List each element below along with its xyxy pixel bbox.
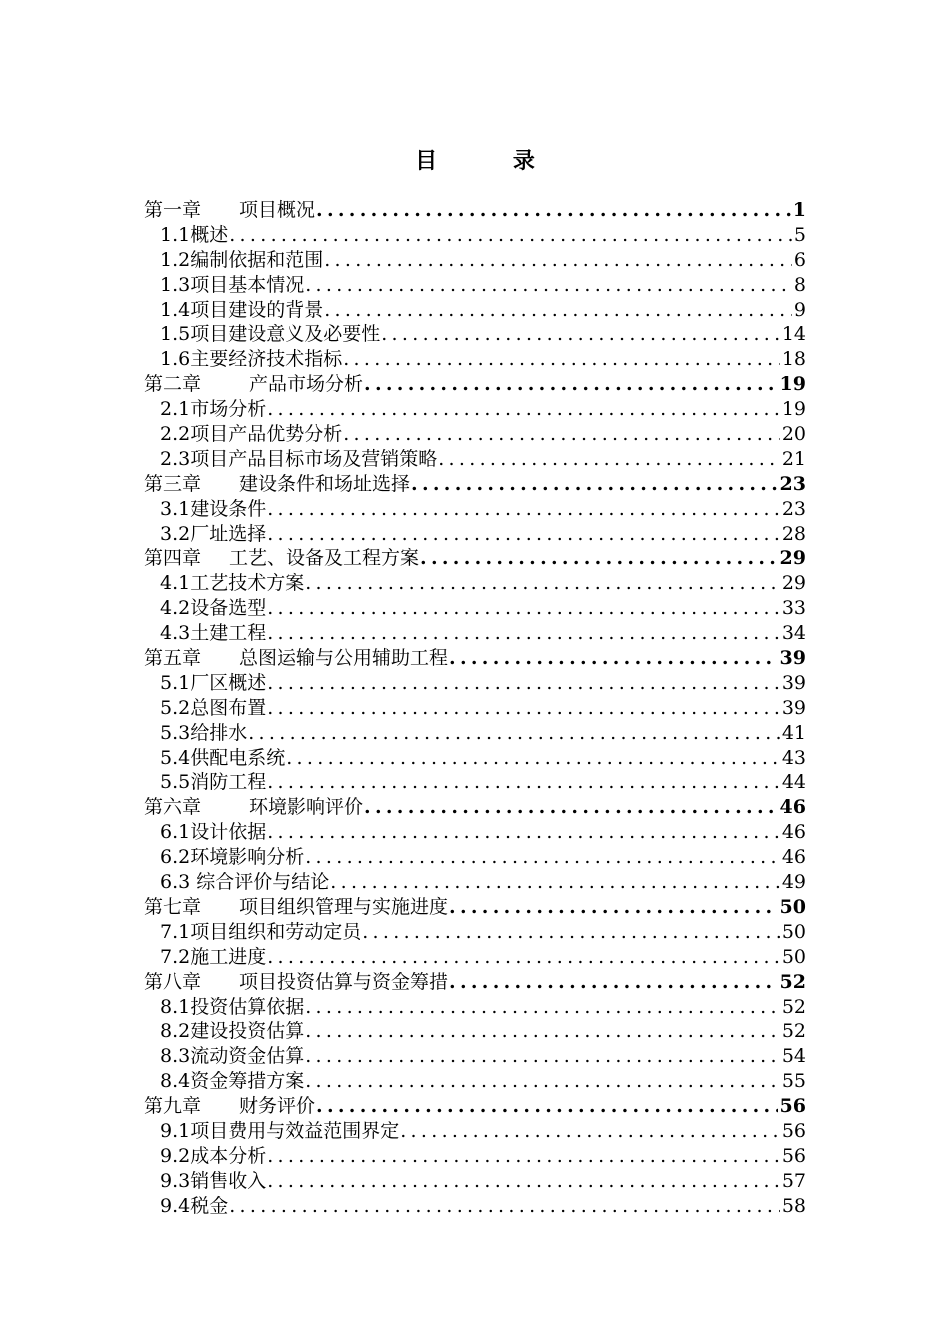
toc-section-entry[interactable] <box>144 820 806 845</box>
toc-page-number: 52 <box>781 995 806 1018</box>
toc-page-number: 58 <box>781 1194 806 1217</box>
toc-entry-label: 9.1项目费用与效益范围界定 <box>160 1119 400 1142</box>
toc-chapter-title: 产品市场分析 <box>249 373 364 396</box>
toc-entry-label: 8.1投资估算依据 <box>160 995 305 1018</box>
toc-dot-leader <box>364 372 778 397</box>
toc-dot-leader <box>267 820 780 845</box>
toc-chapter-number: 第四章 <box>144 547 202 570</box>
toc-chapter-entry[interactable] <box>144 1094 806 1119</box>
toc-page-number: 56 <box>781 1119 806 1142</box>
toc-entry-label: 9.4税金 <box>160 1194 229 1217</box>
toc-dot-leader <box>324 298 792 323</box>
toc-chapter-entry[interactable] <box>144 646 806 671</box>
toc-dot-leader <box>229 1194 780 1219</box>
toc-section-entry[interactable] <box>144 1019 806 1044</box>
toc-entry-label: 5.3给排水 <box>160 721 248 744</box>
toc-page-number: 50 <box>779 895 806 918</box>
toc-entry-label: 5.5消防工程 <box>160 771 267 794</box>
toc-dot-leader <box>316 198 791 223</box>
toc-page-number: 29 <box>779 547 806 570</box>
toc-section-entry[interactable] <box>144 696 806 721</box>
toc-entry-label: 7.2施工进度 <box>160 945 267 968</box>
toc-section-entry[interactable] <box>144 1069 806 1094</box>
toc-page-number: 39 <box>781 671 806 694</box>
toc-section-entry[interactable] <box>144 571 806 596</box>
toc-dot-leader <box>267 1144 780 1169</box>
toc-chapter-title: 项目概况 <box>239 199 316 221</box>
toc-chapter-number: 第二章 <box>144 373 202 396</box>
toc-section-entry[interactable] <box>144 870 806 895</box>
toc-section-entry[interactable] <box>144 1194 806 1219</box>
toc-dot-leader <box>324 248 792 273</box>
toc-page-number: 28 <box>781 522 806 545</box>
toc-dot-leader <box>267 621 780 646</box>
toc-page-number: 29 <box>781 572 806 595</box>
toc-entry-label <box>144 198 315 223</box>
toc-entry-label: 4.2设备选型 <box>160 597 267 620</box>
toc-page-number: 57 <box>781 1169 806 1192</box>
toc-entry-label: 6.3 综合评价与结论 <box>160 871 330 894</box>
toc-entry-label: 1.5项目建设意义及必要性 <box>160 323 381 346</box>
toc-dot-leader <box>305 845 780 870</box>
toc-chapter-number: 第一章 <box>144 199 202 221</box>
toc-section-entry[interactable] <box>144 1044 806 1069</box>
toc-chapter-entry[interactable] <box>144 198 806 223</box>
toc-dot-leader <box>449 646 778 671</box>
toc-dot-leader <box>267 696 780 721</box>
toc-section-entry[interactable] <box>144 522 806 547</box>
toc-dot-leader <box>267 671 780 696</box>
toc-entry-label: 7.1项目组织和劳动定员 <box>160 920 362 943</box>
toc-dot-leader <box>305 571 780 596</box>
toc-dot-leader <box>316 1094 778 1119</box>
toc-entry-label: 5.4供配电系统 <box>160 746 286 769</box>
toc-section-entry[interactable] <box>144 920 806 945</box>
toc-page-number: 34 <box>781 622 806 645</box>
toc-page-number: 44 <box>781 771 806 794</box>
toc-chapter-title: 工艺、设备及工程方案 <box>229 547 420 570</box>
toc-chapter-entry[interactable] <box>144 546 806 571</box>
toc-page-number: 21 <box>781 447 806 470</box>
toc-chapter-title: 财务评价 <box>239 1095 316 1118</box>
toc-entry-label: 3.2厂址选择 <box>160 522 267 545</box>
toc-dot-leader <box>343 347 780 372</box>
toc-dot-leader <box>267 770 780 795</box>
toc-dot-leader <box>400 1119 780 1144</box>
toc-page-number: 5 <box>793 223 806 246</box>
toc-section-entry[interactable] <box>144 621 806 646</box>
toc-page-number: 18 <box>781 348 806 371</box>
toc-entry-label: 5.1厂区概述 <box>160 671 267 694</box>
toc-page-number: 9 <box>793 298 806 321</box>
toc-section-entry[interactable] <box>144 298 806 323</box>
toc-page-number: 56 <box>779 1095 806 1118</box>
toc-entry-label: 2.2项目产品优势分析 <box>160 423 343 446</box>
toc-dot-leader <box>267 522 780 547</box>
toc-section-entry[interactable] <box>144 721 806 746</box>
toc-section-entry[interactable] <box>144 497 806 522</box>
toc-section-entry[interactable] <box>144 945 806 970</box>
toc-dot-leader <box>449 895 778 920</box>
toc-dot-leader <box>305 273 792 298</box>
toc-dot-leader <box>362 920 780 945</box>
toc-entry-label: 4.3土建工程 <box>160 622 267 645</box>
toc-title: 目 录 <box>415 148 569 174</box>
toc-page-number: 20 <box>781 423 806 446</box>
toc-dot-leader <box>229 223 792 248</box>
toc-dot-leader <box>267 596 780 621</box>
toc-chapter-number: 第七章 <box>144 895 202 918</box>
toc-chapter-number: 第九章 <box>144 1095 202 1118</box>
toc-section-entry[interactable] <box>144 397 806 422</box>
toc-page-number: 6 <box>793 248 806 271</box>
toc-section-entry[interactable] <box>144 273 806 298</box>
toc-section-entry[interactable] <box>144 347 806 372</box>
toc-list <box>144 198 806 1219</box>
toc-entry-label <box>144 372 363 397</box>
toc-chapter-title: 环境影响评价 <box>249 796 364 819</box>
toc-entry-label: 1.4项目建设的背景 <box>160 298 324 321</box>
toc-entry-label <box>144 1094 315 1119</box>
toc-entry-label: 1.1概述 <box>160 223 229 246</box>
toc-dot-leader <box>267 945 780 970</box>
toc-entry-label: 8.2建设投资估算 <box>160 1020 305 1043</box>
toc-dot-leader <box>305 995 780 1020</box>
toc-page-number: 19 <box>781 398 806 421</box>
toc-entry-label: 4.1工艺技术方案 <box>160 572 305 595</box>
toc-page-number: 14 <box>781 323 806 346</box>
toc-chapter-entry[interactable] <box>144 472 806 497</box>
toc-section-entry[interactable] <box>144 1169 806 1194</box>
toc-page-number: 1 <box>792 199 806 221</box>
toc-entry-label: 1.3项目基本情况 <box>160 273 305 296</box>
toc-dot-leader <box>438 447 780 472</box>
toc-section-entry[interactable] <box>144 845 806 870</box>
toc-entry-label <box>144 970 448 995</box>
toc-section-entry[interactable] <box>144 671 806 696</box>
toc-entry-label: 6.1设计依据 <box>160 821 267 844</box>
toc-dot-leader <box>267 1169 780 1194</box>
toc-chapter-entry[interactable] <box>144 795 806 820</box>
toc-page-number: 33 <box>781 597 806 620</box>
toc-dot-leader <box>330 870 780 895</box>
toc-entry-label: 8.3流动资金估算 <box>160 1045 305 1068</box>
toc-section-entry[interactable] <box>144 322 806 347</box>
toc-page-number: 55 <box>781 1070 806 1093</box>
toc-section-entry[interactable] <box>144 1144 806 1169</box>
toc-page-number: 43 <box>781 746 806 769</box>
toc-chapter-title: 建设条件和场址选择 <box>239 472 411 495</box>
toc-entry-label <box>144 646 448 671</box>
toc-dot-leader <box>305 1069 780 1094</box>
toc-dot-leader <box>449 970 778 995</box>
toc-chapter-title: 项目投资估算与资金筹措 <box>239 970 449 993</box>
toc-page-number: 46 <box>781 846 806 869</box>
toc-entry-label: 1.6主要经济技术指标 <box>160 348 343 371</box>
toc-chapter-number: 第五章 <box>144 647 202 670</box>
toc-section-entry[interactable] <box>144 746 806 771</box>
toc-chapter-entry[interactable] <box>144 895 806 920</box>
toc-chapter-number: 第八章 <box>144 970 202 993</box>
toc-page-number: 50 <box>781 920 806 943</box>
toc-dot-leader <box>381 322 780 347</box>
toc-section-entry[interactable] <box>144 422 806 447</box>
toc-dot-leader <box>364 795 778 820</box>
toc-section-entry[interactable] <box>144 248 806 273</box>
toc-page-number: 49 <box>781 871 806 894</box>
toc-dot-leader <box>305 1044 780 1069</box>
toc-entry-label <box>144 472 410 497</box>
toc-dot-leader <box>267 397 780 422</box>
toc-chapter-entry[interactable] <box>144 970 806 995</box>
toc-chapter-entry[interactable] <box>144 372 806 397</box>
toc-section-entry[interactable] <box>144 223 806 248</box>
toc-entry-label <box>144 895 448 920</box>
toc-section-entry[interactable] <box>144 770 806 795</box>
toc-dot-leader <box>411 472 778 497</box>
toc-page-number: 41 <box>781 721 806 744</box>
toc-entry-label <box>144 795 363 820</box>
toc-page-number: 19 <box>779 373 806 396</box>
toc-section-entry[interactable] <box>144 1119 806 1144</box>
toc-entry-label: 3.1建设条件 <box>160 497 267 520</box>
toc-entry-label: 1.2编制依据和范围 <box>160 248 324 271</box>
toc-entry-label: 8.4资金筹措方案 <box>160 1070 305 1093</box>
toc-chapter-title: 总图运输与公用辅助工程 <box>239 647 449 670</box>
toc-chapter-number: 第六章 <box>144 796 202 819</box>
toc-section-entry[interactable] <box>144 596 806 621</box>
toc-entry-label <box>144 546 419 571</box>
toc-entry-label: 9.3销售收入 <box>160 1169 267 1192</box>
toc-page-number: 8 <box>793 273 806 296</box>
toc-entry-label: 2.3项目产品目标市场及营销策略 <box>160 447 438 470</box>
toc-page-number: 54 <box>781 1045 806 1068</box>
toc-entry-label: 2.1市场分析 <box>160 398 267 421</box>
toc-section-entry[interactable] <box>144 447 806 472</box>
toc-page-number: 23 <box>779 472 806 495</box>
toc-entry-label: 6.2环境影响分析 <box>160 846 305 869</box>
toc-page-number: 23 <box>781 497 806 520</box>
toc-page-number: 39 <box>781 696 806 719</box>
toc-dot-leader <box>248 721 780 746</box>
toc-dot-leader <box>420 546 778 571</box>
toc-entry-label: 5.2总图布置 <box>160 696 267 719</box>
toc-dot-leader <box>286 746 780 771</box>
toc-page-number: 56 <box>781 1144 806 1167</box>
toc-page-number: 50 <box>781 945 806 968</box>
toc-chapter-title: 项目组织管理与实施进度 <box>239 895 449 918</box>
toc-page-number: 52 <box>781 1020 806 1043</box>
toc-page-number: 46 <box>779 796 806 819</box>
toc-dot-leader <box>343 422 780 447</box>
toc-page-number: 39 <box>779 647 806 670</box>
toc-chapter-number: 第三章 <box>144 472 202 495</box>
toc-dot-leader <box>267 497 780 522</box>
toc-dot-leader <box>305 1019 780 1044</box>
toc-section-entry[interactable] <box>144 995 806 1020</box>
toc-page-number: 52 <box>779 970 806 993</box>
toc-page-number: 46 <box>781 821 806 844</box>
toc-entry-label: 9.2成本分析 <box>160 1144 267 1167</box>
